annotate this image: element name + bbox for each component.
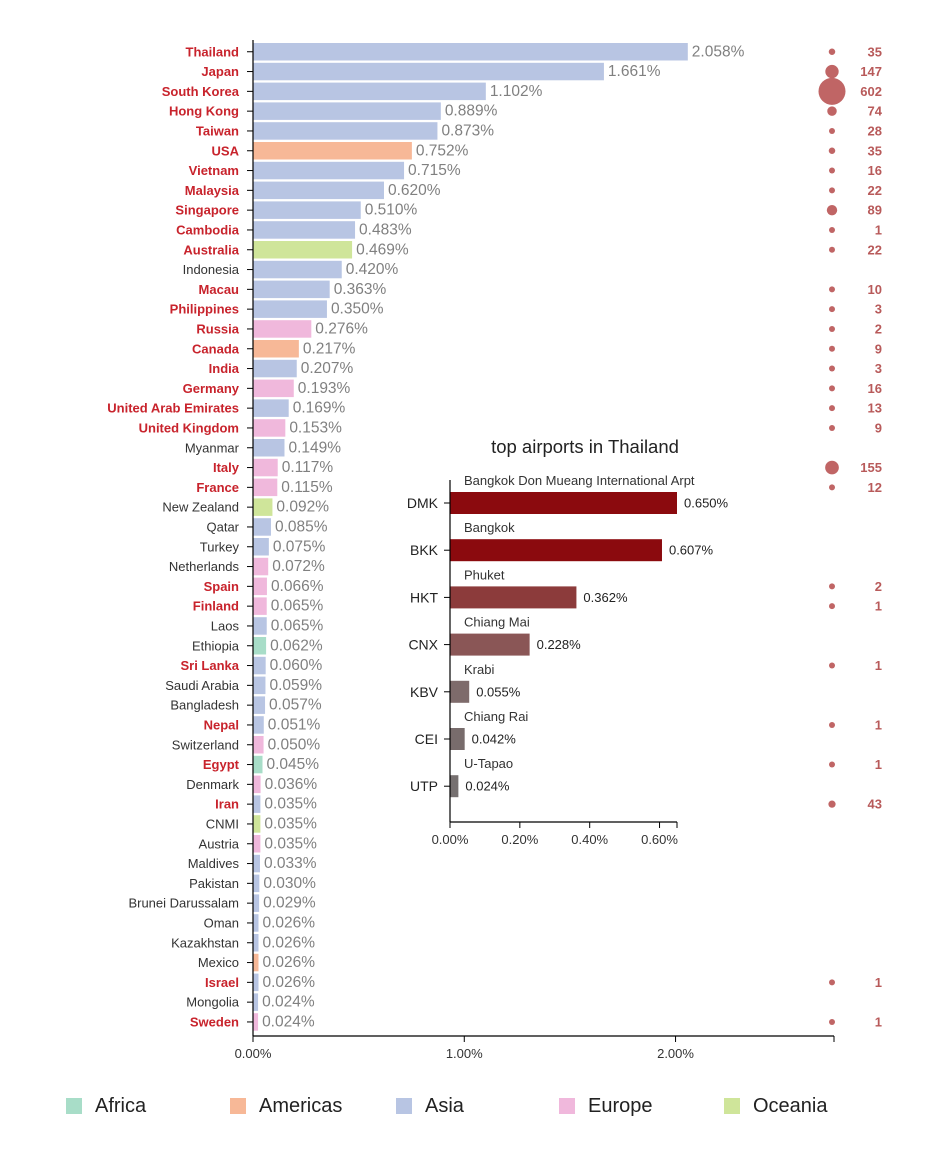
airport-bar-4 [450,681,469,703]
country-label: Laos [210,618,239,634]
bubble-49 [829,1019,835,1025]
bar-value-label: 0.045% [266,756,320,774]
bar-value-label: 0.115% [281,478,333,496]
bar-value-label: 0.050% [267,736,321,754]
bar-value-label: 0.024% [262,1013,315,1031]
bar-37 [253,776,261,794]
country-label: Macau [198,281,239,297]
bar-value-label: 0.033% [263,855,317,873]
bar-19 [253,419,285,437]
airport-bar-0 [450,492,677,514]
bubble-count-label: 35 [867,143,882,159]
bar-14 [253,320,311,338]
airport-name: Krabi [464,661,495,677]
country-label: Egypt [202,757,239,773]
bar-45 [253,934,258,952]
bar-value-label: 0.085% [274,518,328,536]
bubble-47 [829,979,835,985]
bar-2 [253,83,486,101]
bubble-4 [829,128,835,134]
bubble-count-label: 3 [874,361,882,377]
bar-value-label: 0.207% [300,360,354,378]
airport-name: Bangkok [464,520,515,536]
country-label: Spain [203,578,239,594]
bar-value-label: 0.350% [330,300,384,318]
bar-34 [253,716,264,734]
bar-29 [253,617,267,635]
bubble-28 [829,603,835,609]
bar-value-label: 0.035% [264,795,317,813]
bar-value-label: 0.092% [276,498,330,516]
airport-value-label: 0.024% [465,778,510,794]
country-label: Canada [192,341,239,357]
airport-code: KBV [409,683,438,700]
airport-name: Bangkok Don Mueang International Arpt [464,473,695,488]
bar-49 [253,1013,258,1030]
airport-bar-6 [450,775,458,797]
bubble-count-label: 2 [874,578,882,594]
country-label: Austria [198,836,239,852]
bubble-17 [829,385,835,391]
country-label: New Zealand [162,499,239,515]
bar-20 [253,439,284,457]
bubble-count-label: 16 [867,163,882,179]
bar-value-label: 0.036% [264,775,318,793]
bar-17 [253,380,294,398]
bubble-36 [829,762,835,768]
bubble-count-label: 602 [860,83,882,99]
country-label: Italy [212,460,239,476]
country-label: Thailand [185,44,239,60]
bubble-22 [829,484,835,490]
bar-8 [253,201,361,219]
bubble-count-label: 12 [867,479,882,495]
bar-value-label: 0.059% [269,676,323,694]
inset-x-tick-label: 0.00% [431,832,469,847]
country-label: Malaysia [184,182,239,198]
bar-value-label: 0.051% [267,716,321,734]
bar-33 [253,696,265,714]
country-label: United Arab Emirates [107,400,239,416]
airport-code: HKT [410,589,438,606]
airport-code: CEI [414,731,438,747]
bubble-12 [829,286,835,292]
bar-value-label: 0.169% [292,399,346,417]
bar-38 [253,795,260,813]
bar-value-label: 0.075% [272,538,326,556]
country-label: Kazakhstan [171,935,239,951]
inset-x-tick-label: 0.40% [571,832,609,847]
country-label: Pakistan [189,875,239,891]
bar-value-label: 0.072% [272,558,325,576]
bubble-18 [829,405,835,411]
country-label: Singapore [175,202,239,218]
bar-12 [253,281,330,299]
bubble-count-label: 43 [867,796,882,812]
bar-value-label: 0.026% [262,954,316,972]
country-label: Bangladesh [170,697,239,713]
bar-27 [253,578,267,596]
bar-value-label: 0.715% [408,162,461,180]
airport-bar-2 [450,586,576,608]
bubble-count-label: 1 [874,717,882,733]
inset-x-tick-label: 0.20% [501,832,539,847]
country-label: United Kingdom [138,420,239,436]
country-label: Japan [201,64,239,80]
legend-label: Europe [588,1095,653,1117]
legend-label: Americas [259,1095,343,1117]
bar-9 [253,221,355,239]
airport-name: Phuket [464,567,505,583]
airport-code: BKK [409,542,438,559]
airport-code: CNX [408,636,438,653]
bar-value-label: 2.058% [691,43,745,61]
bar-value-label: 1.661% [607,63,661,81]
bar-value-label: 0.752% [415,142,469,160]
country-label: Netherlands [168,559,239,575]
legend-swatch-0 [66,1098,82,1114]
bubble-count-label: 22 [867,242,882,258]
bar-13 [253,300,327,318]
bubble-count-label: 16 [867,380,882,396]
country-label: Indonesia [182,262,239,278]
bar-value-label: 0.363% [333,280,387,298]
bar-40 [253,835,260,853]
bar-value-label: 0.420% [345,261,399,279]
bar-39 [253,815,260,833]
bar-23 [253,498,272,516]
bubble-16 [829,366,835,372]
bar-value-label: 0.026% [262,914,316,932]
bar-48 [253,993,258,1011]
country-label: Russia [196,321,239,337]
bubble-1 [825,65,838,78]
airport-value-label: 0.042% [471,731,516,747]
legend-label: Asia [425,1095,464,1117]
country-label: Switzerland [171,737,239,753]
bar-21 [253,459,278,477]
bar-15 [253,340,299,358]
bar-11 [253,261,342,279]
bar-25 [253,538,269,556]
country-label: Ethiopia [192,638,239,654]
bar-4 [253,122,437,140]
airport-value-label: 0.650% [684,495,729,511]
airport-value-label: 0.607% [668,542,714,558]
airport-value-label: 0.228% [536,637,581,653]
airport-code: UTP [410,778,438,795]
legend-label: Africa [95,1095,147,1117]
inset-x-tick-label: 0.60% [641,832,678,847]
bubble-count-label: 28 [867,123,882,139]
country-label: Saudi Arabia [165,677,239,693]
bubble-count-label: 9 [874,420,882,436]
country-label: France [196,479,239,495]
bubble-column [819,44,883,1029]
airport-name: Chiang Rai [464,709,529,724]
x-tick-label: 0.00% [234,1046,272,1061]
country-label: Sweden [189,1014,239,1030]
inset-title: top airports in Thailand [491,436,679,457]
country-label: Qatar [206,519,239,535]
bar-value-label: 0.193% [297,379,351,397]
bar-value-label: 0.060% [269,657,323,675]
bubble-15 [829,346,835,352]
bar-value-label: 0.873% [441,122,495,140]
bar-value-label: 0.149% [288,439,342,457]
country-label: Sri Lanka [180,658,239,674]
bubble-8 [827,205,837,215]
bar-value-label: 0.065% [270,597,324,615]
bar-value-label: 0.057% [269,696,322,714]
country-label: Philippines [169,301,239,317]
legend-swatch-4 [724,1098,740,1114]
country-label: South Korea [161,83,239,99]
legend-label: Oceania [753,1095,828,1117]
bubble-count-label: 9 [874,341,882,357]
bubble-count-label: 13 [867,400,882,416]
bar-43 [253,894,259,912]
bubble-count-label: 1 [874,1014,882,1030]
bubble-0 [829,48,836,55]
bar-value-label: 0.026% [262,973,316,991]
country-label: Nepal [203,717,239,733]
country-label: Cambodia [176,222,239,238]
bar-value-label: 0.153% [289,419,342,437]
bar-46 [253,954,258,972]
bubble-count-label: 155 [860,460,882,476]
bubble-7 [829,187,835,193]
bar-value-label: 1.102% [489,82,543,100]
bubble-19 [829,425,835,431]
bar-value-label: 0.469% [356,241,409,259]
country-label: Vietnam [188,163,239,179]
bar-value-label: 0.276% [315,320,368,338]
bar-value-label: 0.035% [264,815,317,833]
country-label: Finland [192,598,239,614]
inset-airport-chart [407,436,729,847]
bar-10 [253,241,352,259]
airport-bar-5 [450,728,465,750]
country-label: Israel [205,974,239,990]
country-label: Maldives [187,856,239,872]
bar-35 [253,736,264,754]
bar-1 [253,63,604,81]
bar-30 [253,637,266,655]
bubble-count-label: 1 [874,757,882,773]
bubble-count-label: 1 [874,974,882,990]
bar-value-label: 0.510% [364,201,418,219]
bubble-31 [829,663,835,669]
country-label: Taiwan [195,123,239,139]
country-label: Brunei Darussalam [128,895,239,911]
bubble-6 [829,168,835,174]
region-legend [66,1095,828,1117]
airport-value-label: 0.055% [476,684,521,700]
bar-47 [253,974,258,992]
airport-bar-1 [450,539,662,561]
bubble-count-label: 10 [867,281,882,297]
bar-28 [253,597,267,615]
country-label: India [208,361,239,377]
bar-value-label: 0.024% [262,993,315,1011]
bubble-count-label: 2 [874,321,882,337]
bar-value-label: 0.620% [387,181,441,199]
bar-value-label: 0.035% [264,835,317,853]
bar-value-label: 0.029% [263,894,316,912]
bar-value-label: 0.026% [262,934,316,952]
bubble-3 [827,106,836,115]
legend-swatch-3 [559,1098,575,1114]
bubble-count-label: 1 [874,658,882,674]
bubble-2 [819,78,846,105]
bar-18 [253,399,289,417]
legend-swatch-2 [396,1098,412,1114]
country-label: Myanmar [184,440,239,456]
country-label: CNMI [205,816,239,832]
bar-7 [253,182,384,200]
bubble-21 [825,461,839,475]
country-label: Mongolia [186,994,239,1010]
bar-value-label: 0.483% [359,221,412,239]
bar-value-label: 0.062% [270,637,323,655]
bar-44 [253,914,258,932]
country-label: Iran [215,796,239,812]
legend-swatch-1 [230,1098,246,1114]
bubble-27 [829,583,835,589]
bubble-38 [828,801,835,808]
bubble-count-label: 22 [867,182,882,198]
bubble-9 [829,227,835,233]
bar-value-label: 0.217% [302,340,356,358]
x-tick-label: 1.00% [445,1046,483,1061]
bar-41 [253,855,260,873]
bubble-count-label: 74 [867,103,882,119]
bubble-5 [829,147,836,154]
bar-24 [253,518,271,536]
bar-value-label: 0.065% [270,617,324,635]
bar-16 [253,360,297,378]
country-label: Hong Kong [168,103,239,119]
bar-36 [253,756,263,774]
bubble-count-label: 147 [860,64,882,80]
bubble-count-label: 1 [874,222,882,238]
bar-32 [253,677,265,695]
country-label: Mexico [197,955,239,971]
airport-code: DMK [406,495,438,511]
bubble-count-label: 1 [874,598,882,614]
country-label: Australia [183,242,239,258]
bubble-count-label: 35 [867,44,882,60]
country-label: Turkey [199,539,239,555]
bar-31 [253,657,266,675]
bar-value-label: 0.030% [263,874,316,892]
bar-22 [253,479,277,497]
bubble-count-label: 89 [867,202,882,218]
country-label: USA [211,143,239,159]
bar-value-label: 0.889% [444,102,498,120]
bar-5 [253,142,412,160]
airport-bar-3 [450,634,530,656]
bar-42 [253,875,259,893]
x-tick-label: 2.00% [657,1046,694,1061]
bar-value-label: 0.117% [281,459,334,477]
bar-6 [253,162,404,180]
bubble-10 [829,247,835,253]
airport-value-label: 0.362% [583,589,628,605]
country-label: Denmark [186,776,239,792]
airport-name: Chiang Mai [464,614,530,630]
airport-name: U-Tapao [464,756,514,772]
bubble-34 [829,722,835,728]
country-label: Germany [182,380,239,396]
bubble-14 [829,326,835,332]
bar-26 [253,558,268,576]
bar-value-label: 0.066% [270,577,324,595]
bar-3 [253,102,441,120]
country-label: Oman [203,915,239,931]
bubble-count-label: 3 [874,301,882,317]
bar-0 [253,43,688,61]
bubble-13 [829,306,835,312]
